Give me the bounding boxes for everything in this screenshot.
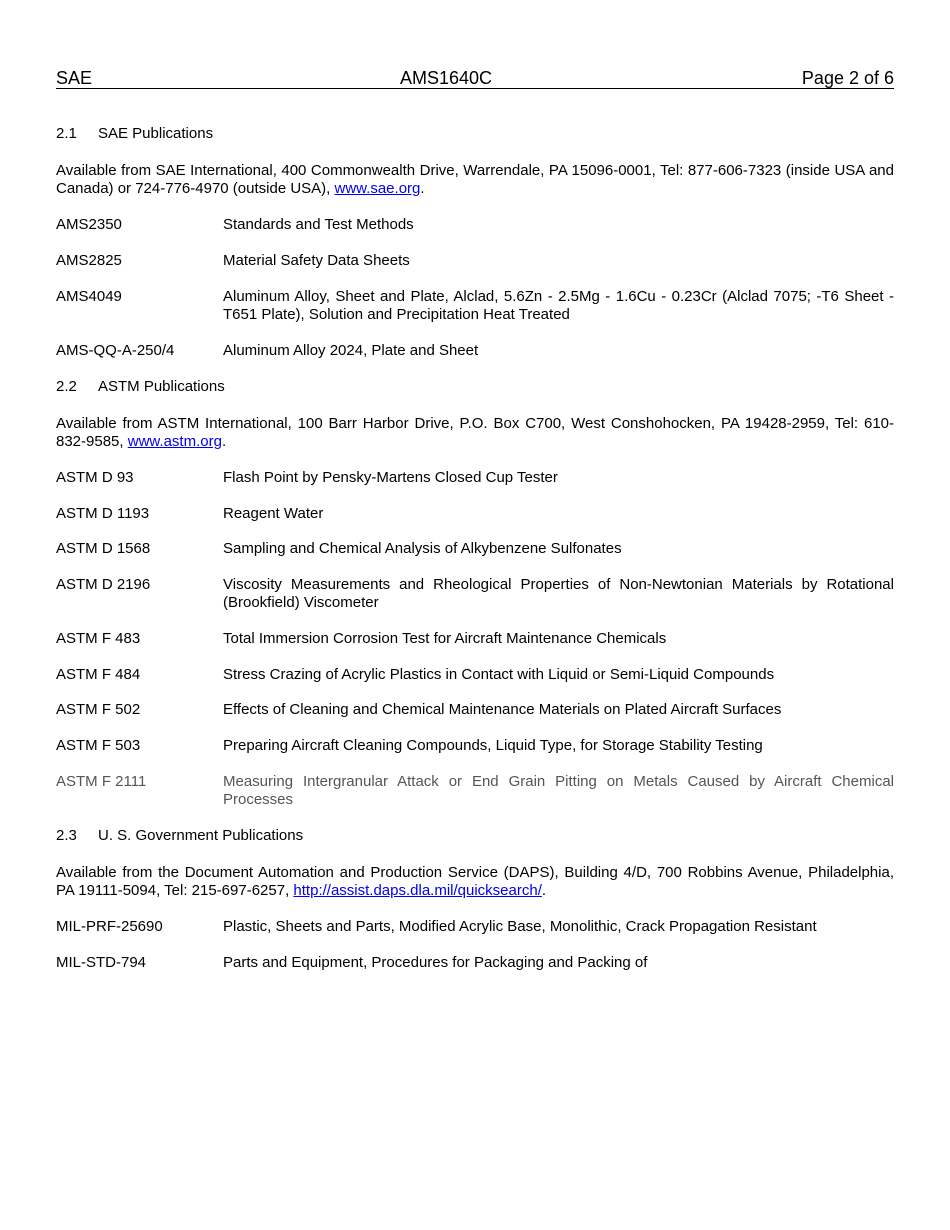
reference-code: MIL-STD-794 — [56, 954, 147, 971]
availability-text: Available from ASTM International, 100 Barr Harbor Drive, P.O. Box C700, West Conshohocken, PA 19428-2959, Tel: 610-832-9585, — [56, 415, 894, 450]
reference-code: ASTM D 1193 — [56, 505, 150, 522]
reference-title: Flash Point by Pensky-Martens Closed Cup Tester — [223, 469, 558, 486]
reference-title: Total Immersion Corrosion Test for Aircraft Maintenance Chemicals — [223, 630, 667, 647]
astm-website-link[interactable]: www.astm.org — [127, 433, 222, 450]
availability-text: Available from the Document Automation and Production Service (DAPS), Building 4/D, 700 Robbins Avenue, Philadelphia, PA 19111-5094, Tel: 215-697-6257, — [56, 864, 894, 899]
reference-title: Aluminum Alloy 2024, Plate and Sheet — [223, 342, 479, 359]
reference-title: Preparing Aircraft Cleaning Compounds, Liquid Type, for Storage Stability Testing — [223, 737, 763, 754]
reference-code: ASTM F 502 — [56, 701, 141, 718]
section-title: SAE Publications — [98, 125, 214, 142]
reference-code: ASTM D 93 — [56, 469, 134, 486]
header-page-number: Page 2 of 6 — [801, 68, 894, 88]
reference-title: Viscosity Measurements and Rheological Properties of Non-Newtonian Materials by Rotational (Brookfield) Viscometer — [223, 576, 894, 611]
reference-title: Standards and Test Methods — [223, 216, 414, 233]
header-doc-number: AMS1640C — [400, 68, 493, 88]
section-heading-2-1 — [56, 125, 213, 143]
reference-code: AMS2350 — [56, 216, 122, 233]
reference-code: AMS-QQ-A-250/4 — [56, 342, 175, 359]
reference-code: ASTM F 484 — [56, 666, 141, 683]
reference-title: Stress Crazing of Acrylic Plastics in Contact with Liquid or Semi-Liquid Compounds — [223, 666, 775, 683]
reference-title: Material Safety Data Sheets — [223, 252, 410, 269]
header-org: SAE — [56, 68, 93, 88]
reference-code: AMS4049 — [56, 288, 122, 305]
reference-code: ASTM F 2111 — [56, 773, 147, 790]
section-heading-2-3 — [56, 827, 303, 845]
reference-title: Effects of Cleaning and Chemical Maintenance Materials on Plated Aircraft Surfaces — [223, 701, 782, 718]
sae-website-link[interactable]: www.sae.org — [334, 180, 421, 197]
reference-code: AMS2825 — [56, 252, 122, 269]
section-title: ASTM Publications — [98, 378, 225, 395]
reference-title: Reagent Water — [223, 505, 324, 522]
reference-title: Sampling and Chemical Analysis of Alkybenzene Sulfonates — [223, 540, 622, 557]
reference-title: Parts and Equipment, Procedures for Packaging and Packing of — [223, 954, 648, 971]
section-number: 2.2 — [56, 378, 77, 395]
section-number: 2.1 — [56, 125, 77, 142]
section-2-2-availability: Available from ASTM International, 100 Barr Harbor Drive, P.O. Box C700, West Conshohocken, PA 19428-2959, Tel: 610-832-9585, www.astm.org. — [56, 415, 894, 450]
page-header — [56, 68, 894, 89]
reference-code: ASTM F 483 — [56, 630, 141, 647]
availability-text: Available from SAE International, 400 Commonwealth Drive, Warrendale, PA 15096-0001, Tel: 877-606-7323 (inside USA and Canada) or 724-776-4970 (outside USA), — [56, 162, 894, 197]
reference-code: ASTM F 503 — [56, 737, 141, 754]
reference-title: Aluminum Alloy, Sheet and Plate, Alclad, 5.6Zn - 2.5Mg - 1.6Cu - 0.23Cr (Alclad 7075; -T6 Sheet -T651 Plate), Solution and Precipitation Heat Treated — [223, 288, 894, 323]
section-number: 2.3 — [56, 827, 77, 844]
reference-title: Measuring Intergranular Attack or End Grain Pitting on Metals Caused by Aircraft Chemical Processes — [223, 773, 894, 808]
reference-title: Plastic, Sheets and Parts, Modified Acrylic Base, Monolithic, Crack Propagation Resistant — [223, 918, 817, 935]
section-2-3-availability: Available from the Document Automation and Production Service (DAPS), Building 4/D, 700 Robbins Avenue, Philadelphia, PA 19111-5094, Tel: 215-697-6257, http://assist.daps.dla.mil/quicksearch/. — [56, 864, 894, 899]
reference-code: ASTM D 1568 — [56, 540, 151, 557]
section-heading-2-2 — [56, 378, 225, 396]
section-2-1-availability: Available from SAE International, 400 Commonwealth Drive, Warrendale, PA 15096-0001, Tel: 877-606-7323 (inside USA and Canada) or 724-776-4970 (outside USA), www.sae.org. — [56, 162, 894, 197]
reference-code: ASTM D 2196 — [56, 576, 151, 593]
section-title: U. S. Government Publications — [98, 827, 304, 844]
assist-website-link[interactable]: http://assist.daps.dla.mil/quicksearch/ — [293, 882, 542, 899]
reference-code: MIL-PRF-25690 — [56, 918, 163, 935]
